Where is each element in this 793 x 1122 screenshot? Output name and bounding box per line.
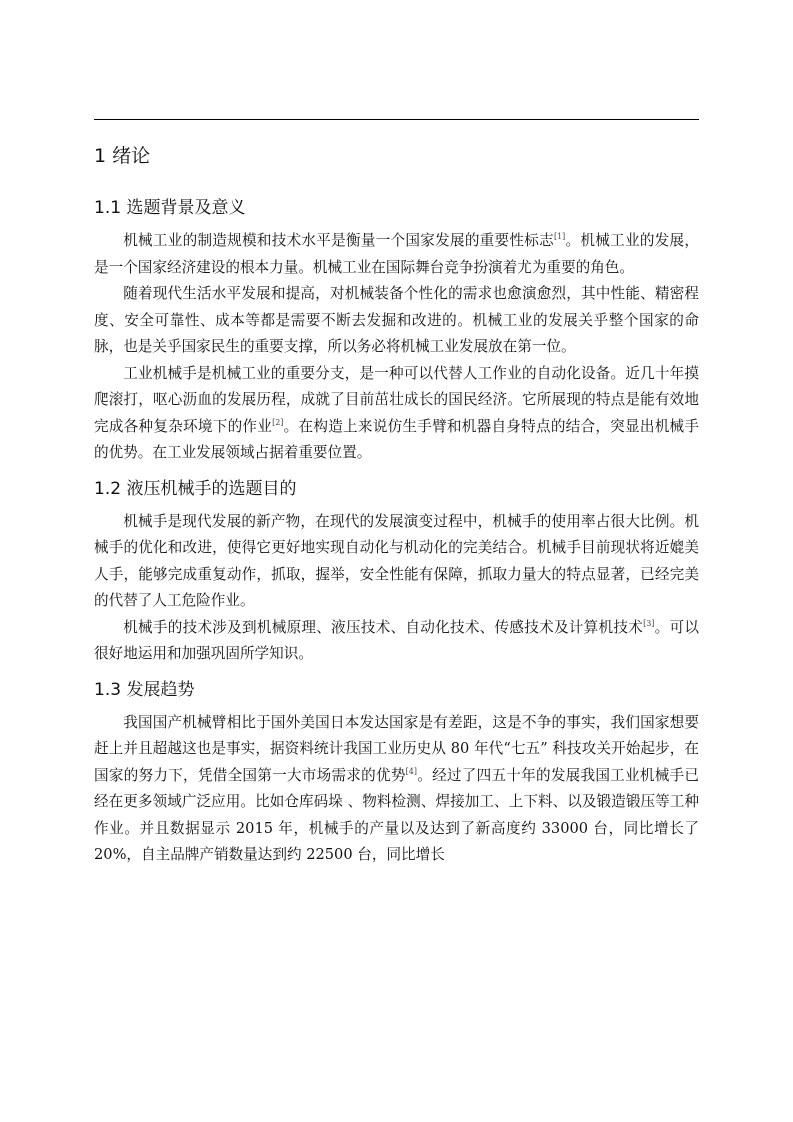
paragraph: 我国国产机械臂相比于国外美国日本发达国家是有差距，这是不争的事实，我们国家想要赶上并且超越这也是事实，据资料统计我国工业历史从 80 年代“七五” 科技攻关开始起步，在国家的努力下，凭借全国第一大市场需求的优势[4]。经过了四五十年的发展我国工业机械手已经在更多领域广泛应用。比如仓库码垛 、物料检测、焊接加工、上下料、以及锻造锻压等工种作业。并且数据显示 2015 年，机械手的产量以及达到了新高度约 33000 台，同比增长了 20%，自主品牌产销数量达到约 22500 台，同比增长	[94, 713, 699, 863]
header-rule	[94, 119, 699, 120]
citation: [3]	[643, 618, 655, 628]
section-heading	[94, 192, 699, 224]
section-heading	[94, 473, 699, 505]
chapter-title: 绪论	[112, 145, 151, 167]
section-number: 1.3	[94, 679, 122, 700]
citation: [4]	[405, 766, 417, 776]
paragraph: 工业机械手是机械工业的重要分支，是一种可以代替人工作业的自动化设备。近几十年摸爬滚打，呕心沥血的发展历程，成就了目前茁壮成长的国民经济。它所展现的特点是能有效地完成各种复杂环境下的作业[2]。在构造上来说仿生手臂和机器自身特点的结合，突显出机械手的优势。在工业发展领域占据着重要位置。	[94, 364, 699, 461]
chapter-heading	[94, 138, 699, 174]
document-body	[94, 138, 699, 869]
section-title: 发展趋势	[126, 679, 195, 700]
chapter-number: 1	[94, 145, 107, 167]
paragraph: 机械工业的制造规模和技术水平是衡量一个国家发展的重要性标志[1]。机械工业的发展，是一个国家经济建设的根本力量。机械工业在国际舞台竞争扮演着尤为重要的角色。	[94, 232, 699, 276]
section-title: 选题背景及意义	[126, 198, 246, 218]
citation: [1]	[553, 232, 566, 241]
section-title: 液压机械手的选题目的	[126, 478, 297, 499]
citation: [2]	[272, 417, 284, 427]
section-heading	[94, 674, 699, 706]
paragraph: 随着现代生活水平发展和提高，对机械装备个性化的需求也愈演愈烈，其中性能、精密程度、安全可靠性、成本等都是需要不断去发掘和改进的。机械工业的发展关乎整个国家的命脉，也是关乎国家民生的重要支撑，所以务必将机械工业发展放在第一位。	[94, 285, 699, 355]
section-number: 1.2	[94, 478, 122, 499]
paragraph: 机械手是现代发展的新产物，在现代的发展演变过程中，机械手的使用率占很大比例。机械手的优化和改进，使得它更好地实现自动化与机动化的完美结合。机械手目前现状将近媲美人手，能够完成重复动作，抓取，握举，安全性能有保障，抓取力量大的特点显著，已经完美的代替了人工危险作业。	[94, 512, 699, 609]
section-number: 1.1	[94, 198, 122, 218]
paragraph: 机械手的技术涉及到机械原理、液压技术、自动化技术、传感技术及计算机技术[3]。可以很好地运用和加强巩固所学知识。	[94, 618, 699, 662]
